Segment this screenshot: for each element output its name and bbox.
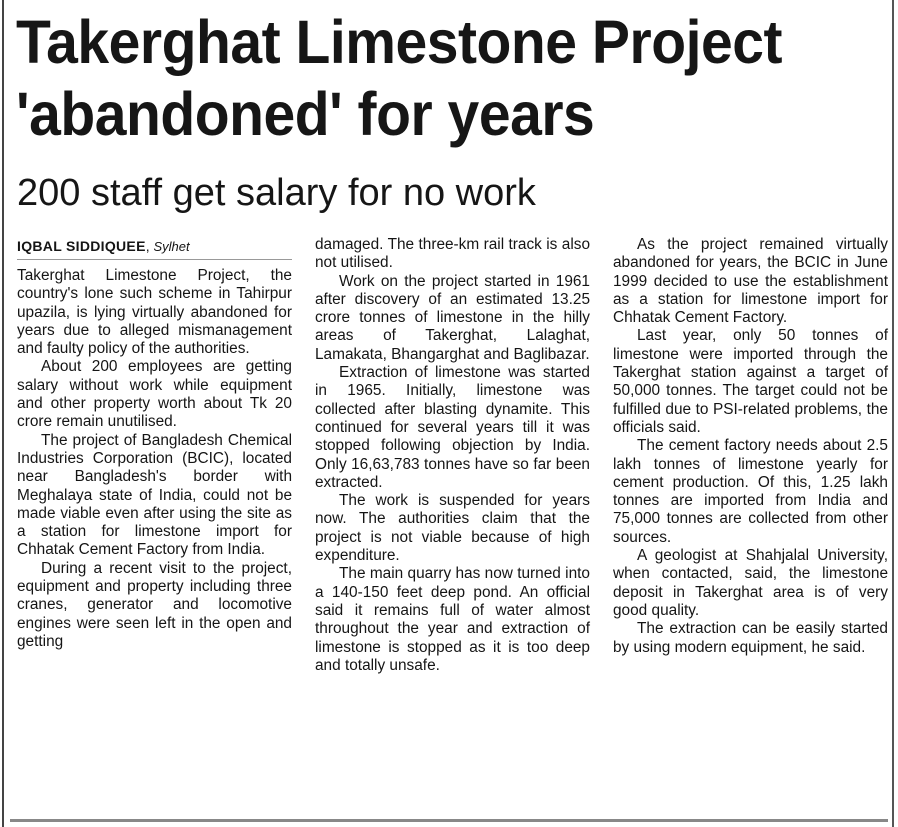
article-paragraph: A geologist at Shahjalal University, when contacted, said, the limestone deposit in Takerghat area is of very good quality. bbox=[613, 547, 888, 619]
article-paragraph: The cement factory needs about 2.5 lakh tonnes of limestone yearly for cement production. Of this, 1.25 lakh tonnes are imported from India and 75,000 tonnes are collected from other sources. bbox=[613, 437, 888, 546]
byline-location: Sylhet bbox=[153, 239, 190, 254]
headline bbox=[16, 6, 782, 150]
article-paragraph: During a recent visit to the project, equipment and property including three cranes, generator and locomotive engines were seen left in the open and getting bbox=[17, 559, 292, 650]
article-paragraph: Work on the project started in 1961 after discovery of an estimated 13.25 crore tonnes of limestone in the hilly areas of Takerghat, Lalaghat, Lamakata, Bhangarghat and Baglibazar. bbox=[315, 272, 590, 363]
article-paragraph: The work is suspended for years now. The authorities claim that the project is not viable because of high expenditure. bbox=[315, 492, 590, 565]
article-paragraph: About 200 employees are getting salary without work while equipment and other property worth about Tk 20 crore remain unutilised. bbox=[17, 358, 292, 431]
page-frame-left-border bbox=[2, 0, 4, 827]
headline-line-2: 'abandoned' for years bbox=[16, 80, 595, 148]
article-paragraph: Takerghat Limestone Project, the country's lone such scheme in Tahirpur upazila, is lying virtually abandoned for years due to alleged mismanagement and faulty policy of the authorities. bbox=[17, 267, 292, 358]
page-frame-right-border bbox=[892, 0, 894, 827]
byline: IQBAL SIDDIQUEE, Sylhet bbox=[17, 238, 190, 254]
headline-line-1: Takerghat Limestone Project bbox=[16, 8, 783, 76]
byline-author: IQBAL SIDDIQUEE bbox=[17, 238, 146, 254]
article-paragraph: The extraction can be easily started by using modern equipment, he said. bbox=[613, 620, 888, 656]
article-paragraph: The main quarry has now turned into a 140-150 feet deep pond. An official said it remains full of water almost throughout the year and extraction of limestone is stopped as it is too deep and totally unsafe. bbox=[315, 565, 590, 674]
page-bottom-rule bbox=[10, 819, 888, 822]
subheadline: 200 staff get salary for no work bbox=[17, 172, 536, 214]
byline-divider bbox=[17, 259, 292, 260]
article-paragraph: Last year, only 50 tonnes of limestone were imported through the Takerghat station against a target of 50,000 tonnes. The target could not be fulfilled due to PSI-related problems, the officials said. bbox=[613, 327, 888, 436]
article-paragraph: The project of Bangladesh Chemical Industries Corporation (BCIC), located near Bangladesh's border with Meghalaya state of India, could not be made viable even after using the site as a station for limestone import for Chhatak Cement Factory from India. bbox=[17, 431, 292, 559]
article-column-3 bbox=[613, 236, 888, 657]
article-column-1 bbox=[17, 236, 292, 651]
article-paragraph: damaged. The three-km rail track is also not utilised. bbox=[315, 236, 590, 272]
article-column-2 bbox=[315, 236, 590, 675]
article-paragraph: As the project remained virtually abandoned for years, the BCIC in June 1999 decided to use the establishment as a station for limestone import for Chhatak Cement Factory. bbox=[613, 236, 888, 327]
article-paragraph: Extraction of limestone was started in 1965. Initially, limestone was collected after blasting dynamite. This continued for several years till it was stopped following objection by India. Only 16,63,783 tonnes have so far been extracted. bbox=[315, 364, 590, 491]
